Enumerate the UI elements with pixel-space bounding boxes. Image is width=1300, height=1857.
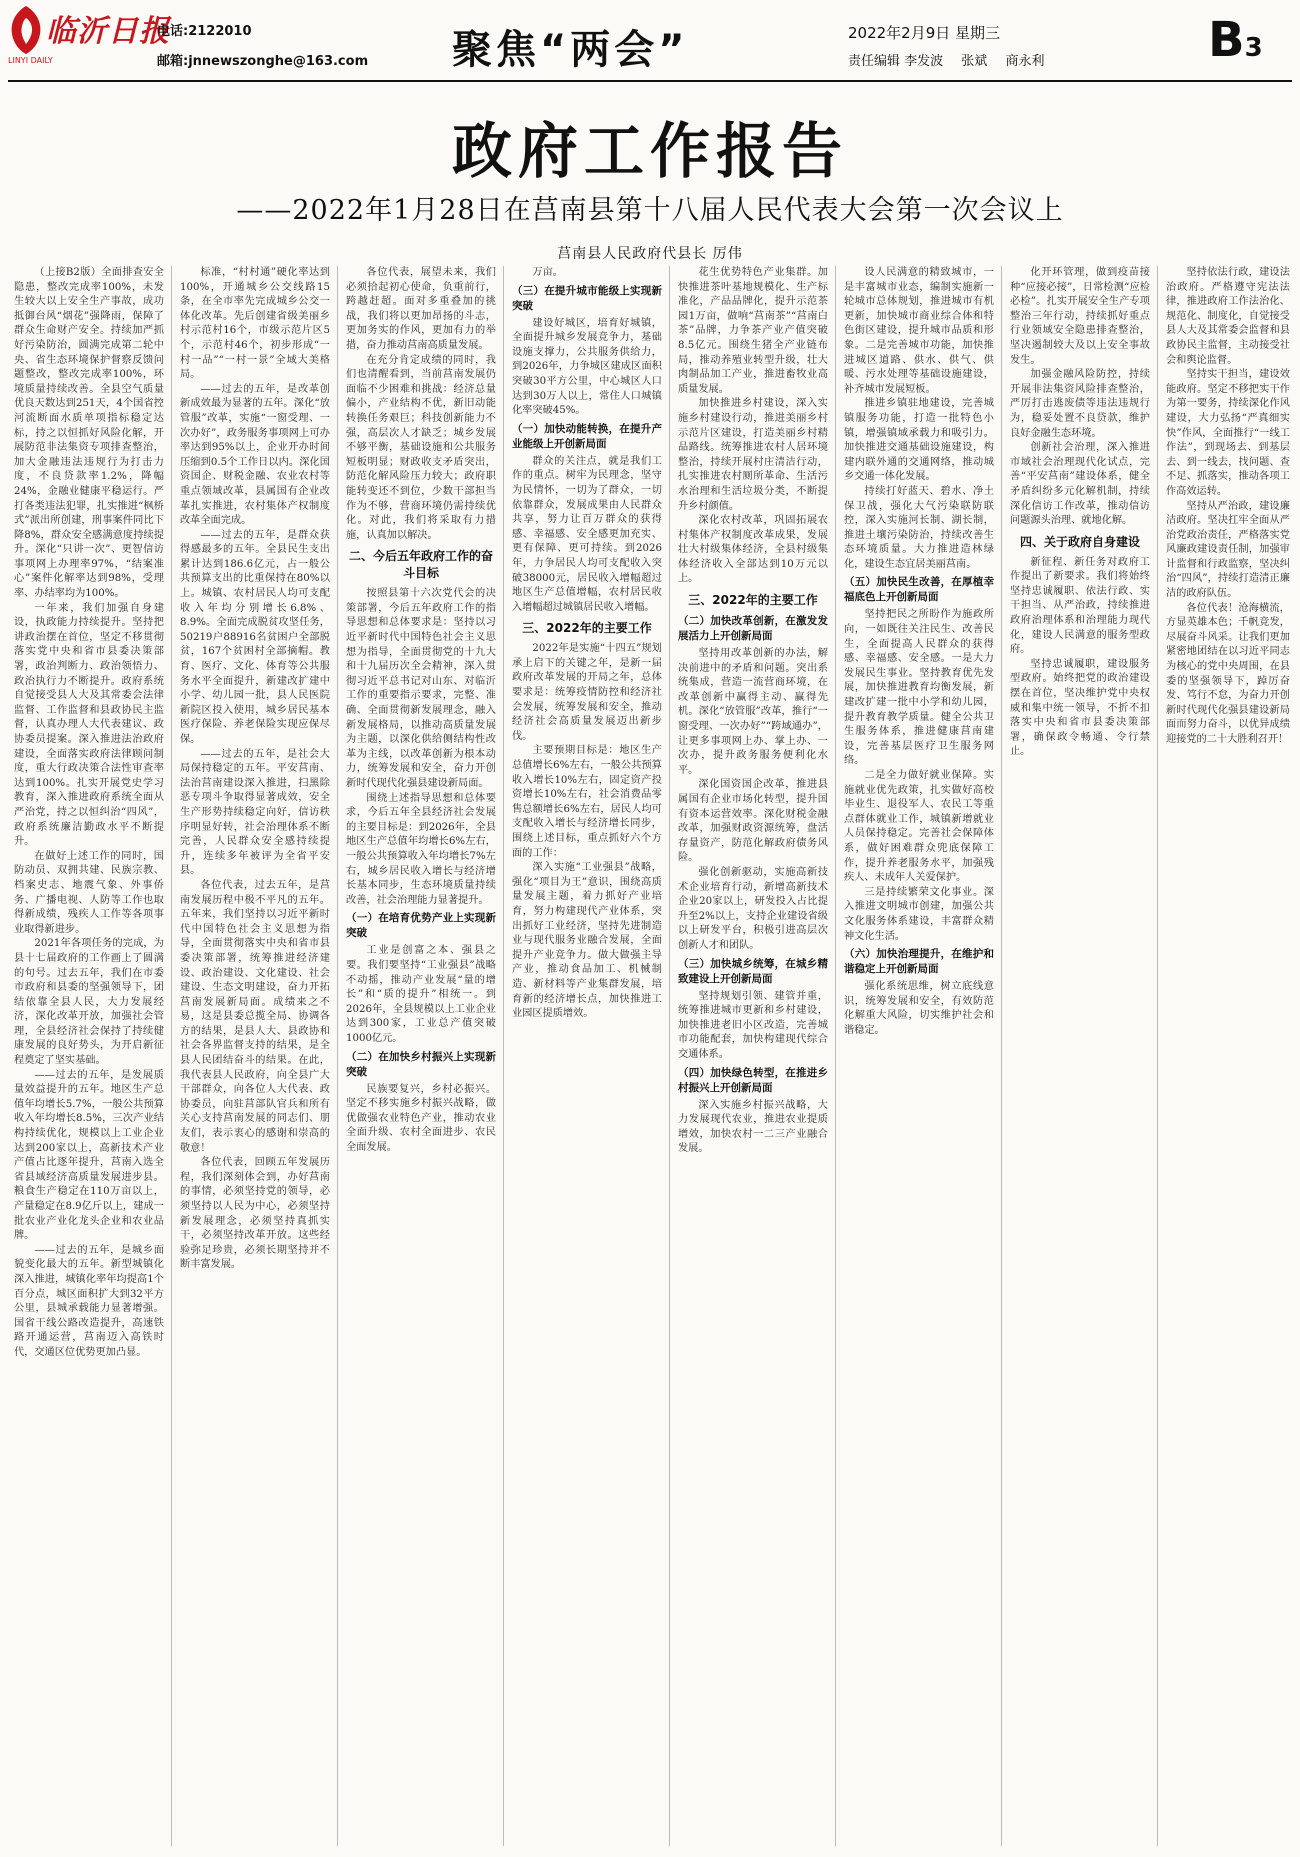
- masthead: [0, 0, 1300, 78]
- contact-email: 邮箱:jnnewszonghe@163.com: [157, 54, 369, 69]
- paragraph: 坚持忠诚履职，建设服务型政府。始终把党的政治建设摆在首位，坚决维护党中央权威和集中统一领导，不折不扣落实中央和省市县委决策部署，确保政令畅通、令行禁止。: [1010, 658, 1150, 758]
- paragraph: 坚持把民之所盼作为施政所向，一如既往关注民生、改善民生，全面提高人民群众的获得感、幸福感、安全感。一是大力发展民生事业。坚持教育优先发展，加快推进教育均衡发展，新建改扩建一批中小学和幼儿园，提升教育教学质量。健全公共卫生服务体系，推进健康莒南建设，完善基层医疗卫生服务网络。: [844, 609, 994, 767]
- section-title: 聚焦“两会”: [452, 27, 689, 73]
- page-digit: 3: [1244, 33, 1263, 63]
- paragraph: 围绕上述指导思想和总体要求，今后五年全县经济社会发展的主要目标是：到2026年，全县地区生产总值年均增长6%左右，一般公共预算收入年均增长7%左右，城乡居民收入增长与经济增长基本同步，生态环境质量持续改善，社会治理能力显著提升。: [346, 792, 496, 906]
- paragraph: 按照县第十六次党代会的决策部署，今后五年政府工作的指导思想和总体要求是：坚持以习近平新时代中国特色社会主义思想为指导，全面贯彻党的十九大和十九届历次全会精神，深入贯彻习近平总书记对山东、对临沂工作的重要指示要求，完整、准确、全面贯彻新发展理念，融入新发展格局，以推动高质量发展为主题，以深化供给侧结构性改革为主线，以改革创新为根本动力，统筹发展和安全，奋力开创新时代现代化强县建设新局面。: [346, 588, 496, 789]
- paragraph: 坚持依法行政，建设法治政府。严格遵守宪法法律，推进政府工作法治化、规范化、制度化，自觉接受县人大及其常委会监督和县政协民主监督，主动接受社会和舆论监督。: [1166, 267, 1290, 366]
- page-letter: B: [1208, 12, 1245, 68]
- page-number: [1208, 12, 1263, 68]
- paragraph: ——过去的五年，是改革创新成效最为显著的五年。深化“放管服”改革，实施“一窗受理、一次办好”，政务服务事项网上可办率达到95%以上，企业开办时间压缩到0.5个工作日以内。深化国资国企、财税金融、农业农村等重点领域改革，县属国有企业改革扎实推进，农村集体产权制度改革全面完成。: [180, 383, 330, 527]
- paragraph: 一年来，我们加强自身建设，执政能力持续提升。坚持把讲政治摆在首位，坚定不移贯彻落实党中央和省市县委决策部署，政治判断力、政治领悟力、政治执行力不断提升。政府系统自觉接受县人大及其常委会法律监督、工作监督和县政协民主监督，认真办理人大代表建议、政协委员提案。深入推进法治政府建设，全面落实政府法律顾问制度，重大行政决策合法性审查率达到100%。扎实开展党史学习教育，深入推进政府系统全面从严治党，持之以恒纠治“四风”，政府系统廉洁勤政水平不断提升。: [14, 602, 164, 848]
- paragraph: 2022年是实施“十四五”规划承上启下的关键之年，是新一届政府改革发展的开局之年，总体要求是：统筹疫情防控和经济社会发展，统筹发展和安全，推动经济社会高质量发展迈出新步伐。: [512, 643, 662, 742]
- editor-credit: 张斌: [961, 54, 988, 69]
- paragraph: 新征程、新任务对政府工作提出了新要求。我们将始终坚持忠诚履职、依法行政、实干担当、从严治政，持续推进政府治理体系和治理能力现代化，建设人民满意的服务型政府。: [1010, 556, 1150, 656]
- paragraph: 花生优势特色产业集群。加快推进茶叶基地规模化、生产标准化，产品品牌化，提升示范茶园1万亩，做响“莒南茶”“莒南白茶”品牌，力争茶产业产值突破8.5亿元。围绕生猪全产业链布局，推动养殖业转型升级，壮大肉制品加工产业，推进畜牧业高质量发展。: [678, 267, 828, 395]
- paragraph: 推进乡镇驻地建设，完善城镇服务功能，打造一批特色小镇，增强镇域承载力和吸引力。加快推进交通基础设施建设，构建内联外通的交通网络，推动城乡交通一体化发展。: [844, 398, 994, 483]
- sub-heading: （三）加快城乡统筹，在城乡精致建设上开创新局面: [678, 957, 828, 985]
- paragraph: 坚持从严治政，建设廉洁政府。坚决扛牢全面从严治党政治责任，严格落实党风廉政建设责任制，加强审计监督和行政监察，坚决纠治“四风”，持续打造清正廉洁的政府队伍。: [1166, 500, 1290, 600]
- paragraph: ——过去的五年，是城乡面貌变化最大的五年。新型城镇化深入推进，城镇化率年均提高1个百分点，城区面积扩大到32平方公里，县城承载能力显著增强。国省干线公路改造提升，高速铁路开通运营，莒南迈入高铁时代，交通区位优势更加凸显。: [14, 1244, 164, 1358]
- paragraph: 强化系统思维，树立底线意识，统筹发展和安全，有效防范化解重大风险，切实维护社会和谐稳定。: [844, 981, 994, 1036]
- column-divider: [1001, 266, 1002, 1846]
- contact-phone: 电话:2122010: [157, 24, 252, 39]
- paragraph: 深入实施乡村振兴战略，大力发展现代农业，推进农业提质增效，加快农村一二三产业融合发展。: [678, 1099, 828, 1155]
- paragraph: 坚持用改革创新的办法，解决前进中的矛盾和问题。突出系统集成，营造一流营商环境，在改革创新中赢得主动、赢得先机。深化“放管服”改革，推行“一窗受理、一次办好”“跨域通办”，让更多事项网上办、掌上办、一次办，提升政务服务便利化水平。: [678, 648, 828, 776]
- paragraph: 民族要复兴，乡村必振兴。坚定不移实施乡村振兴战略，做优做强农业特色产业，推动农业全面升级、农村全面进步、农民全面发展。: [346, 1083, 496, 1153]
- article-column-1: [14, 266, 164, 1848]
- paragraph: 万亩。: [532, 267, 563, 278]
- column-divider: [669, 266, 670, 1846]
- paragraph: 各位代表，过去五年，是莒南发展历程中极不平凡的五年。五年来，我们坚持以习近平新时代中国特色社会主义思想为指导，全面贯彻落实中央和省市县委决策部署，统筹推进经济建设、政治建设、文化建设、社会建设、生态文明建设，奋力开拓莒南发展新局面。成绩来之不易，这是县委总揽全局、协调各方的结果，是县人大、县政协和社会各界监督支持的结果，是全县人民团结奋斗的结果。在此，我代表县人民政府，向全县广大干部群众，向各位人大代表、政协委员，向驻莒部队官兵和所有关心支持莒南发展的同志们、朋友们，表示衷心的感谢和崇高的敬意！: [180, 879, 330, 1154]
- sub-heading: （二）在加快乡村振兴上实现新突破: [346, 1050, 496, 1078]
- paragraph: ——过去的五年，是群众获得感最多的五年。全县民生支出累计达到186.6亿元，占一般公共预算支出的比重保持在80%以上。城镇、农村居民人均可支配收入年均分别增长6.8%、8.9%。全面完成脱贫攻坚任务，50219户88916名贫困户全部脱贫，167个贫困村全部摘帽。教育、医疗、文化、体育等公共服务水平全面提升，新建改扩建中小学、幼儿园一批，县人民医院新院区投入使用，城乡居民基本医疗保险、养老保险实现应保尽保。: [180, 529, 330, 745]
- paragraph: 化开环管理，做到疫苗接种“应接必接”，日常检测“应检必检”。扎实开展安全生产专项整治三年行动，持续抓好重点行业领域安全隐患排查整治，坚决遏制较大及以上安全事故发生。: [1010, 267, 1150, 366]
- paragraph: 持续打好蓝天、碧水、净土保卫战，强化大气污染联防联控，深入实施河长制、湖长制，推进土壤污染防治，持续改善生态环境质量。大力推进造林绿化，建设生态宜居美丽莒南。: [844, 485, 994, 570]
- paragraph: 坚持实干担当，建设效能政府。坚定不移把实干作为第一要务，持续深化作风建设，大力弘扬“严真细实快”作风，全面推行“一线工作法”，到现场去、到基层去、到一线去，找问题、查不足、抓落实，推动各项工作高效运转。: [1166, 369, 1290, 497]
- section-heading: 三、2022年的主要工作: [688, 593, 818, 608]
- paragraph: 深化农村改革，巩固拓展农村集体产权制度改革成果，发展壮大村级集体经济，全县村级集体经济收入全部达到10万元以上。: [678, 515, 828, 585]
- paragraph: 标准，“村村通”硬化率达到100%，开通城乡公交线路15条，在全市率先完成城乡公交一体化改革。先后创建省级美丽乡村示范村16个，市级示范片区5个，示范村46个，初步形成“一村一品”“一村一景”全域大美格局。: [180, 267, 330, 381]
- sub-heading: （一）在培育优势产业上实现新突破: [346, 912, 496, 940]
- sub-heading: （四）加快绿色转型，在推进乡村振兴上开创新局面: [678, 1066, 828, 1094]
- newspaper-logo-english: LINYI DAILY: [8, 56, 53, 65]
- masthead-divider: [8, 80, 1292, 82]
- paragraph: 坚持规划引领、建管并重，统筹推进城市更新和乡村建设，加快推进老旧小区改造，完善城市功能配套，加快构建现代综合交通体系。: [678, 990, 828, 1060]
- article-column-3: [346, 266, 496, 1848]
- paragraph: 设人民满意的精致城市，一是丰富城市业态，编制实施新一轮城市总体规划，推进城市有机更新，加快城市商业综合体和特色街区建设，提升城市品质和形象。二是完善城市功能，加快推进城区道路、供水、供气、供暖、污水处理等基础设施建设，补齐城市发展短板。: [844, 267, 994, 395]
- sub-heading: （五）加快民生改善，在厚植幸福底色上开创新局面: [844, 576, 994, 604]
- sub-heading: （六）加快治理提升，在维护和谐稳定上开创新局面: [844, 948, 994, 976]
- issue-date: 2022年2月9日 星期三: [848, 24, 1001, 42]
- column-divider: [835, 266, 836, 1846]
- editor-credits: [848, 50, 1058, 69]
- article-column-7: [1010, 266, 1150, 1848]
- article-column-4: [512, 266, 662, 1848]
- article-column-8: [1166, 266, 1290, 1848]
- paragraph: 加强金融风险防控，持续开展非法集资风险排查整治，严厉打击逃废债等违法违规行为，稳妥处置不良贷款，维护良好金融生态环境。: [1010, 369, 1150, 439]
- article-column-5: [678, 266, 828, 1848]
- section-heading: 二、今后五年政府工作的奋斗目标: [348, 549, 493, 581]
- column-divider: [337, 266, 338, 1846]
- newspaper-logo-emblem-icon: [6, 4, 46, 56]
- paragraph: 群众的关注点，就是我们工作的重点。树牢为民理念，坚守为民情怀，一切为了群众，一切依靠群众，发展成果由人民群众共享，努力让百万群众的获得感、幸福感、安全感更加充实、更有保障、更可持续。到2026年，力争居民人均可支配收入突破38000元，居民收入增幅超过地区生产总值增幅，农村居民收入增幅超过城镇居民收入增幅。: [512, 455, 662, 613]
- paragraph: 建设好城区，培育好城镇，全面提升城乡发展竞争力，基础设施支撑力，公共服务供给力，到2026年，力争城区建成区面积突破30平方公里，中心城区人口达到30万人以上，常住人口城镇化率突破45%。: [512, 317, 662, 417]
- paragraph: 主要预期目标是：地区生产总值增长6%左右，一般公共预算收入增长10%左右，固定资产投资增长10%左右，社会消费品零售总额增长6%左右，居民人均可支配收入增长与经济增长同步，围绕上述目标，重点抓好六个方面的工作：: [512, 745, 662, 859]
- editor-credit: 责任编辑 李发波: [848, 54, 944, 69]
- sub-heading: （一）加快动能转换，在提升产业能级上开创新局面: [512, 422, 662, 450]
- newspaper-logo-text: 临沂日报: [46, 14, 170, 49]
- article-column-2: [180, 266, 330, 1848]
- article-column-6: [844, 266, 994, 1848]
- sub-heading: （三）在提升城市能级上实现新突破: [512, 284, 662, 312]
- paragraph: 深入实施“工业强县”战略，强化“项目为王”意识，围绕高质量发展主题，着力抓好产业培育，努力构建现代产业体系，突出抓好工业经济，坚持先进制造业与现代服务业融合发展，全面提升产业竞争力。做大做强主导产业，推动食品加工、机械制造、新材料等产业集群发展，培育新的经济增长点，加快推进工业园区提质增效。: [512, 862, 662, 1020]
- article-subtitle: ——2022年1月28日在莒南县第十八届人民代表大会第一次会议上: [236, 195, 1064, 226]
- paragraph: 加快推进乡村建设，深入实施乡村建设行动，推进美丽乡村示范片区建设，打造美丽乡村精品路线。统筹推进农村人居环境整治，持续开展村庄清洁行动，扎实推进农村厕所革命、生活污水治理和生活垃圾分类，不断提升乡村颜值。: [678, 398, 828, 512]
- editor-credit: 商永利: [1005, 54, 1045, 69]
- paragraph: 二是全力做好就业保障。实施就业优先政策，扎实做好高校毕业生、退役军人、农民工等重点群体就业工作，城镇新增就业人员保持稳定。完善社会保障体系，做好困难群众兜底保障工作，提升养老服务水平，加强残疾人、未成年人关爱保护。: [844, 770, 994, 884]
- paragraph: 工业是创富之本、强县之要。我们要坚持“工业强县”战略不动摇，推动产业发展“量的增长”和“质的提升”相统一。到2026年，全县规模以上工业企业达到300家，工业总产值突破1000亿元。: [346, 945, 496, 1044]
- column-divider: [171, 266, 172, 1846]
- paragraph: 在充分肯定成绩的同时，我们也清醒看到，当前莒南发展仍面临不少困难和挑战：经济总量偏小，产业结构不优，新旧动能转换任务艰巨；科技创新能力不强，高层次人才缺乏；城乡发展不够平衡，基础设施和公共服务短板明显；财政收支矛盾突出，防范化解风险压力较大；政府职能转变还不到位，少数干部担当作为不够，营商环境仍需持续优化。对此，我们将采取有力措施，认真加以解决。: [346, 354, 496, 541]
- paragraph: 强化创新驱动，实施高新技术企业培育行动，新增高新技术企业20家以上，研发投入占比提升至2%以上，支持企业建设省级以上研发平台，积极引进高层次创新人才和团队。: [678, 866, 828, 951]
- article-byline: 莒南县人民政府代县长 厉伟: [557, 246, 743, 262]
- paragraph: 在做好上述工作的同时，国防动员、双拥共建、民族宗教、档案史志、地震气象、外事侨务、广播电视、人防等工作也取得新成绩，残疾人工作等各项事业取得新进步。: [14, 850, 164, 935]
- article-title: 政府工作报告: [452, 117, 848, 187]
- paragraph: （上接B2版）全面排查安全隐患，整改完成率100%，未发生较大以上安全生产事故，成功抵御台风“烟花”强降雨，保障了群众生命财产安全。持续加严抓好污染防治，圆满完成第二轮中央、省生态环境保护督察反馈问题整改，整改完成率100%，环境质量持续改善。全县空气质量优良天数达到251天，4个国省控河流断面水质单项指标稳定达标，持之以恒抓好风险化解，开展防范非法集资专项排查整治，加大金融违法违规行为打击力度，不良贷款率1.2%，降幅24%，金融业健康平稳运行。严打各类违法犯罪，扎实推进“枫桥式”派出所创建，刑事案件同比下降8%，群众安全感满意度持续提升。深化“只讲一次”、更智信访事项网上办理率97%，“结案准心”案件化解率达到98%，受理率、办结率均为100%。: [14, 267, 164, 600]
- paragraph: 创新社会治理，深入推进市域社会治理现代化试点，完善“平安莒南”建设体系，健全矛盾纠纷多元化解机制，持续深化信访工作改革，推动信访问题源头治理、就地化解。: [1010, 442, 1150, 527]
- paragraph: 各位代表！沧海横流，方显英雄本色；千帆竞发，尽展奋斗风采。让我们更加紧密地团结在以习近平同志为核心的党中央周围，在县委的坚强领导下，踔厉奋发、笃行不怠，为奋力开创新时代现代化强县建设新局面而努力奋斗，以优异成绩迎接党的二十大胜利召开！: [1166, 602, 1290, 745]
- section-heading: 三、2022年的主要工作: [522, 621, 652, 636]
- paragraph: ——过去的五年，是社会大局保持稳定的五年。平安莒南、法治莒南建设深入推进，扫黑除恶专项斗争取得显著成效，安全生产形势持续稳定向好，信访秩序明显好转，社会治理体系不断完善，人民群众安全感持续提升，连续多年被评为全省平安县。: [180, 748, 330, 877]
- column-divider: [503, 266, 504, 1846]
- paragraph: 各位代表，回顾五年发展历程，我们深刻体会到，办好莒南的事情，必须坚持党的领导，必须坚持以人民为中心，必须坚持新发展理念，必须坚持真抓实干，必须坚持改革开放。这些经验弥足珍贵，必须长期坚持并不断丰富发展。: [180, 1157, 330, 1271]
- section-heading: 四、关于政府自身建设: [1019, 534, 1140, 549]
- paragraph: ——过去的五年，是发展质量效益提升的五年。地区生产总值年均增长5.7%，一般公共预算收入年均增长8.5%，三次产业结构持续优化，规模以上工业企业达到200家以上，高新技术产业产值占比逐年提升，莒南入选全省县域经济高质量发展进步县。粮食生产稳定在110万亩以上，产量稳定在8.9亿斤以上，建成一批农业产业化龙头企业和农业品牌。: [14, 1069, 164, 1242]
- paragraph: 2021年各项任务的完成，为县十七届政府的工作画上了圆满的句号。过去五年，我们在市委市政府和县委的坚强领导下，团结依靠全县人民，大力发展经济，深化改革开放，加强社会管理，全县经济社会保持了持续健康发展的良好势头，为开启新征程奠定了坚实基础。: [14, 938, 164, 1067]
- column-divider: [1157, 266, 1158, 1846]
- paragraph: 三是持续繁荣文化事业。深入推进文明城市创建，加强公共文化服务体系建设，丰富群众精神文化生活。: [844, 886, 994, 942]
- sub-heading: （二）加快改革创新，在激发发展活力上开创新局面: [678, 615, 828, 643]
- paragraph: 深化国资国企改革，推进县属国有企业市场化转型，提升国有资本运营效率。深化财税金融改革，加强财政资源统筹，盘活存量资产，防范化解政府债务风险。: [678, 779, 828, 864]
- paragraph: 各位代表，展望未来，我们必须拾起初心使命，负重前行，跨越赶超。面对多重叠加的挑战，我们将以更加昂扬的斗志，更加务实的作风，更加有力的举措，奋力推动莒南高质量发展。: [346, 267, 496, 351]
